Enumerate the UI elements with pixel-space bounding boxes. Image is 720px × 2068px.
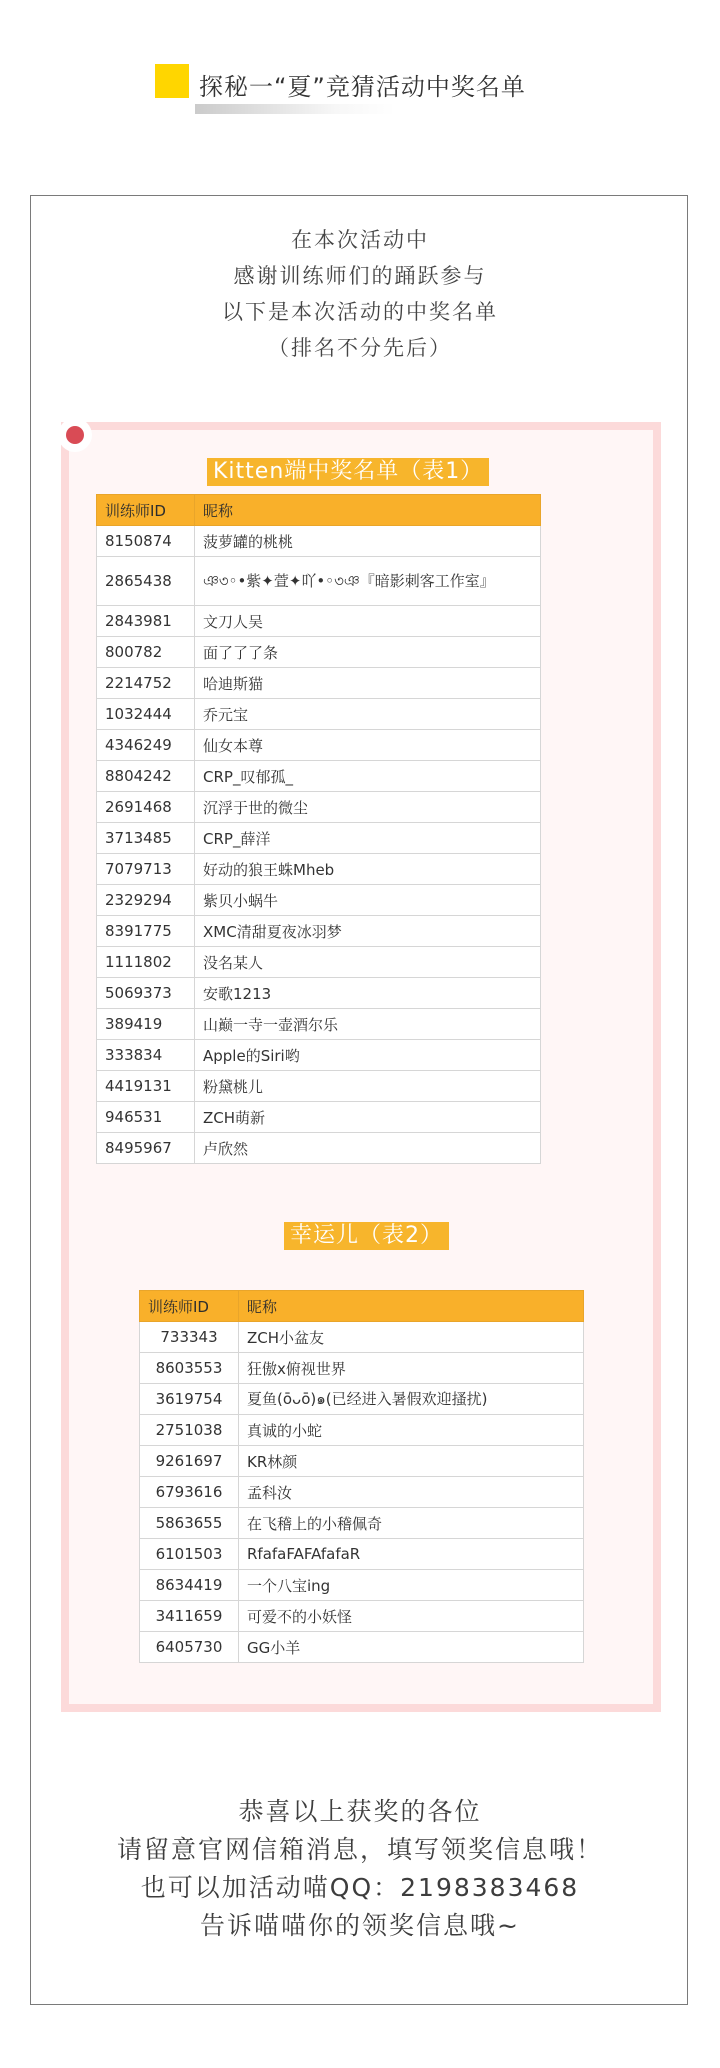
table-row — [97, 557, 541, 606]
table-row — [97, 637, 541, 668]
kitten-winners-table — [96, 494, 541, 1164]
trainer-id: 5863655 — [140, 1508, 239, 1539]
trainer-id: 733343 — [140, 1322, 239, 1353]
nickname: 夏鱼(ōᴗō)๑(已经进入暑假欢迎搔扰) — [239, 1384, 584, 1415]
table-row — [97, 1040, 541, 1071]
table-row — [97, 761, 541, 792]
trainer-id: 8804242 — [97, 761, 195, 792]
trainer-id: 9261697 — [140, 1446, 239, 1477]
table-row — [140, 1477, 584, 1508]
trainer-id: 6101503 — [140, 1539, 239, 1570]
table-row — [97, 823, 541, 854]
table-row — [140, 1570, 584, 1601]
nickname: 一个八宝ing — [239, 1570, 584, 1601]
table2-title: 幸运儿（表2） — [284, 1222, 449, 1250]
column-header-id: 训练师ID — [97, 495, 195, 526]
nickname: 没名某人 — [195, 947, 541, 978]
pin-dot-icon — [66, 426, 84, 444]
trainer-id: 800782 — [97, 637, 195, 668]
nickname: 山巅一寺一壶酒尔乐 — [195, 1009, 541, 1040]
footer-line: 恭喜以上获奖的各位 — [238, 1797, 482, 1826]
trainer-id: 1111802 — [97, 947, 195, 978]
trainer-id: 6793616 — [140, 1477, 239, 1508]
trainer-id: 2751038 — [140, 1415, 239, 1446]
nickname: 紫贝小蜗牛 — [195, 885, 541, 916]
nickname: KR林颜 — [239, 1446, 584, 1477]
table-header-row — [97, 495, 541, 526]
table-row — [140, 1322, 584, 1353]
nickname: XMC清甜夏夜冰羽梦 — [195, 916, 541, 947]
table-row — [140, 1353, 584, 1384]
trainer-id: 8150874 — [97, 526, 195, 557]
header-underline-shadow — [195, 104, 395, 114]
intro-text — [0, 222, 720, 366]
table-header-row — [140, 1291, 584, 1322]
trainer-id: 6405730 — [140, 1632, 239, 1663]
trainer-id: 5069373 — [97, 978, 195, 1009]
nickname: 卢欣然 — [195, 1133, 541, 1164]
column-header-id: 训练师ID — [140, 1291, 239, 1322]
nickname: 孟科汝 — [239, 1477, 584, 1508]
table-row — [97, 1071, 541, 1102]
trainer-id: 2329294 — [97, 885, 195, 916]
trainer-id: 1032444 — [97, 699, 195, 730]
column-header-nickname: 昵称 — [195, 495, 541, 526]
table-row — [140, 1446, 584, 1477]
trainer-id: 2691468 — [97, 792, 195, 823]
trainer-id: 946531 — [97, 1102, 195, 1133]
nickname: 仙女本尊 — [195, 730, 541, 761]
table-row — [97, 668, 541, 699]
table-row — [97, 606, 541, 637]
table-row — [97, 1102, 541, 1133]
table-row — [97, 792, 541, 823]
closing-message — [0, 1793, 720, 1945]
trainer-id: 333834 — [97, 1040, 195, 1071]
nickname: 面了了了条 — [195, 637, 541, 668]
table-row — [97, 1009, 541, 1040]
table-row — [97, 916, 541, 947]
nickname: 真诚的小蛇 — [239, 1415, 584, 1446]
nickname: 沉浮于世的微尘 — [195, 792, 541, 823]
nickname: 菠萝罐的桃桃 — [195, 526, 541, 557]
page-title: 探秘一“夏”竞猜活动中奖名单 — [199, 73, 526, 101]
table-row — [140, 1508, 584, 1539]
trainer-id: 8495967 — [97, 1133, 195, 1164]
footer-line: 也可以加活动喵QQ：2198383468 — [140, 1873, 580, 1902]
table-row — [140, 1601, 584, 1632]
nickname: RfafaFAFAfafaR — [239, 1539, 584, 1570]
table-row — [97, 730, 541, 761]
trainer-id: 2843981 — [97, 606, 195, 637]
trainer-id: 3411659 — [140, 1601, 239, 1632]
nickname: 粉黛桃儿 — [195, 1071, 541, 1102]
table-row — [97, 885, 541, 916]
trainer-id: 8391775 — [97, 916, 195, 947]
table-row — [140, 1632, 584, 1663]
nickname: 狂傲x俯视世界 — [239, 1353, 584, 1384]
lucky-winners-table — [139, 1290, 584, 1663]
table-row — [140, 1415, 584, 1446]
trainer-id: 389419 — [97, 1009, 195, 1040]
intro-line: 以下是本次活动的中奖名单 — [222, 300, 498, 324]
nickname: 好动的狼王蛛Mheb — [195, 854, 541, 885]
table1-title: Kitten端中奖名单（表1） — [207, 458, 489, 486]
nickname: 安歌1213 — [195, 978, 541, 1009]
table-row — [140, 1539, 584, 1570]
trainer-id: 3619754 — [140, 1384, 239, 1415]
table-row — [140, 1384, 584, 1415]
table-row — [97, 699, 541, 730]
table-row — [97, 1133, 541, 1164]
intro-line: 在本次活动中 — [291, 228, 429, 252]
nickname: CRP_薛洋 — [195, 823, 541, 854]
nickname: 在飞稽上的小稽佩奇 — [239, 1508, 584, 1539]
column-header-nickname: 昵称 — [239, 1291, 584, 1322]
nickname: GG小羊 — [239, 1632, 584, 1663]
table-row — [97, 978, 541, 1009]
nickname: 乔元宝 — [195, 699, 541, 730]
trainer-id: 8634419 — [140, 1570, 239, 1601]
table-row — [97, 854, 541, 885]
footer-line: 请留意官网信箱消息，填写领奖信息哦！ — [116, 1835, 603, 1864]
trainer-id: 7079713 — [97, 854, 195, 885]
nickname: Apple的Siri哟 — [195, 1040, 541, 1071]
footer-line: 告诉喵喵你的领奖信息哦~ — [200, 1911, 520, 1940]
table-row — [97, 526, 541, 557]
nickname: 可爱不的小妖怪 — [239, 1601, 584, 1632]
intro-line: 感谢训练师们的踊跃参与 — [233, 264, 487, 288]
trainer-id: 4419131 — [97, 1071, 195, 1102]
trainer-id: 2214752 — [97, 668, 195, 699]
header-accent-square — [155, 64, 189, 98]
nickname: ZCH小盆友 — [239, 1322, 584, 1353]
table-row — [97, 947, 541, 978]
intro-line: （排名不分先后） — [268, 336, 452, 360]
trainer-id: 4346249 — [97, 730, 195, 761]
trainer-id: 3713485 — [97, 823, 195, 854]
nickname: ZCH萌新 — [195, 1102, 541, 1133]
trainer-id: 8603553 — [140, 1353, 239, 1384]
nickname: 哈迪斯猫 — [195, 668, 541, 699]
trainer-id: 2865438 — [97, 557, 195, 606]
nickname: CRP_叹郁孤_ — [195, 761, 541, 792]
nickname: 文刀人吴 — [195, 606, 541, 637]
nickname: ঞ৩◦•紫✦萱✦吖•◦৩ঞ『暗影刺客工作室』 — [195, 557, 541, 606]
